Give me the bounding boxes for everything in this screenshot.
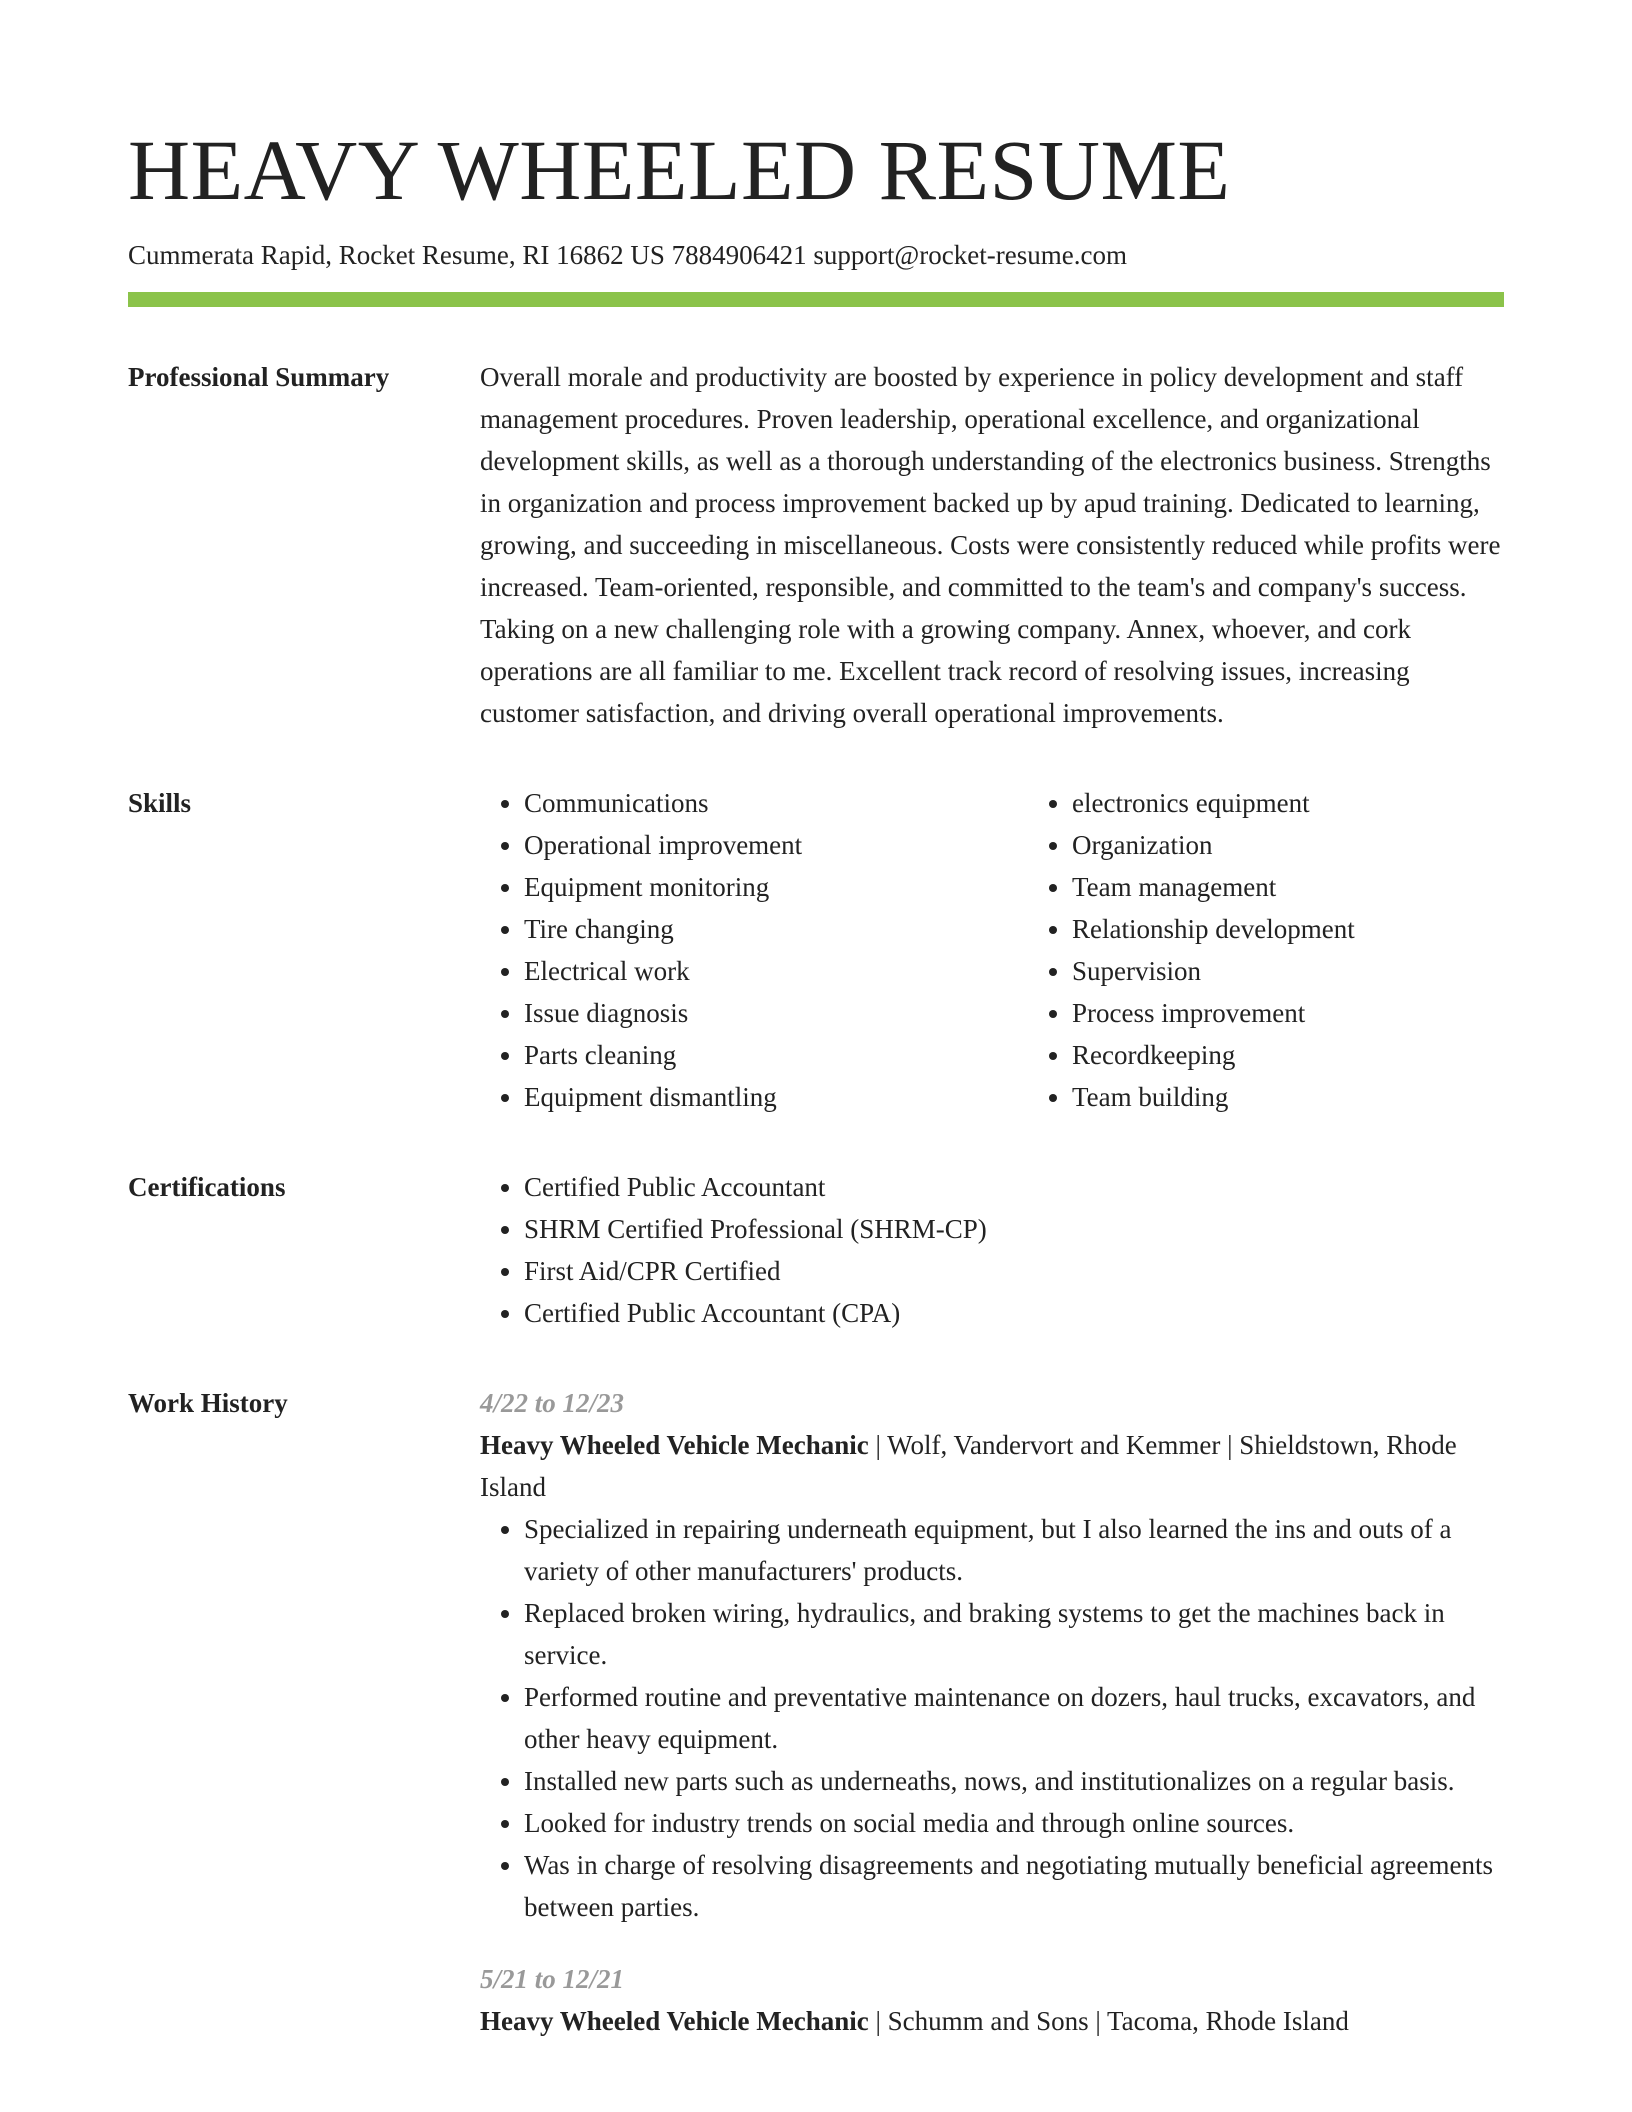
list-item: • SHRM Certified Professional (SHRM-CP) xyxy=(524,1208,1504,1250)
list-item: • Supervision xyxy=(1072,950,1504,992)
job-dates: 5/21 to 12/21 xyxy=(480,1964,625,1994)
skills-list-left xyxy=(480,782,1028,1118)
skills-section xyxy=(128,782,1504,1118)
list-item: • First Aid/CPR Certified xyxy=(524,1250,1504,1292)
job-header xyxy=(480,2000,1504,2042)
list-item: • Electrical work xyxy=(524,950,1028,992)
list-item: • Was in charge of resolving disagreements and negotiating mutually beneficial agreements between parties. xyxy=(524,1844,1504,1928)
list-item: • Issue diagnosis xyxy=(524,992,1028,1034)
list-item: • Replaced broken wiring, hydraulics, and braking systems to get the machines back in service. xyxy=(524,1592,1504,1676)
summary-text: Overall morale and productivity are boosted by experience in policy development and staff management procedures. Proven leadership, operational excellence, and organizational development skills, as well as a thorough understanding of the electronics business. Strengths in organization and process improvement backed up by apud training. Dedicated to learning, growing, and succeeding in miscellaneous. Costs were consistently reduced while profits were increased. Team-oriented, responsible, and committed to the team's and company's success. Taking on a new challenging role with a growing company. Annex, whoever, and cork operations are all familiar to me. Excellent track record of resolving issues, increasing customer satisfaction, and driving overall operational improvements. xyxy=(480,362,1501,728)
job-dates: 4/22 to 12/23 xyxy=(480,1388,625,1418)
skills-list-right xyxy=(1028,782,1504,1118)
job-entry xyxy=(480,1958,1504,2042)
job-details: | Schumm and Sons | Tacoma, Rhode Island xyxy=(868,2006,1349,2036)
list-item: • Installed new parts such as underneaths, nows, and institutionalizes on a regular basis. xyxy=(524,1760,1504,1802)
list-item: • Certified Public Accountant xyxy=(524,1166,1504,1208)
work-history-heading: Work History xyxy=(128,1388,288,1418)
list-item: • Tire changing xyxy=(524,908,1028,950)
list-item: • Organization xyxy=(1072,824,1504,866)
summary-section xyxy=(128,356,1504,734)
list-item: • Parts cleaning xyxy=(524,1034,1028,1076)
job-entry xyxy=(480,1382,1504,1928)
resume-page xyxy=(128,0,1504,2072)
list-item: • Looked for industry trends on social media and through online sources. xyxy=(524,1802,1504,1844)
resume-title: HEAVY WHEELED RESUME xyxy=(128,122,1231,218)
certifications-heading: Certifications xyxy=(128,1172,286,1202)
job-header xyxy=(480,1424,1504,1508)
list-item: • Team management xyxy=(1072,866,1504,908)
list-item: • electronics equipment xyxy=(1072,782,1504,824)
list-item: • Recordkeeping xyxy=(1072,1034,1504,1076)
list-item: • Communications xyxy=(524,782,1028,824)
list-item: • Equipment dismantling xyxy=(524,1076,1028,1118)
job-details: | Wolf, Vandervort and Kemmer | Shieldstown, Rhode Island xyxy=(480,1430,1457,1502)
list-item: • Operational improvement xyxy=(524,824,1028,866)
header-divider xyxy=(128,292,1504,307)
list-item: • Relationship development xyxy=(1072,908,1504,950)
list-item: • Specialized in repairing underneath equipment, but I also learned the ins and outs of a variety of other manufacturers' products. xyxy=(524,1508,1504,1592)
list-item: • Process improvement xyxy=(1072,992,1504,1034)
job-bullets xyxy=(480,1508,1504,1928)
contact-line: Cummerata Rapid, Rocket Resume, RI 16862 US 7884906421 support@rocket-resume.com xyxy=(128,240,1127,270)
job-title: Heavy Wheeled Vehicle Mechanic xyxy=(480,2006,869,2036)
summary-heading: Professional Summary xyxy=(128,362,390,392)
list-item: • Team building xyxy=(1072,1076,1504,1118)
certifications-section xyxy=(128,1166,1504,1334)
list-item: • Performed routine and preventative maintenance on dozers, haul trucks, excavators, and other heavy equipment. xyxy=(524,1676,1504,1760)
certifications-list xyxy=(480,1166,1504,1334)
skills-heading: Skills xyxy=(128,788,192,818)
work-history-section xyxy=(128,1382,1504,2072)
list-item: • Equipment monitoring xyxy=(524,866,1028,908)
job-title: Heavy Wheeled Vehicle Mechanic xyxy=(480,1430,869,1460)
list-item: • Certified Public Accountant (CPA) xyxy=(524,1292,1504,1334)
